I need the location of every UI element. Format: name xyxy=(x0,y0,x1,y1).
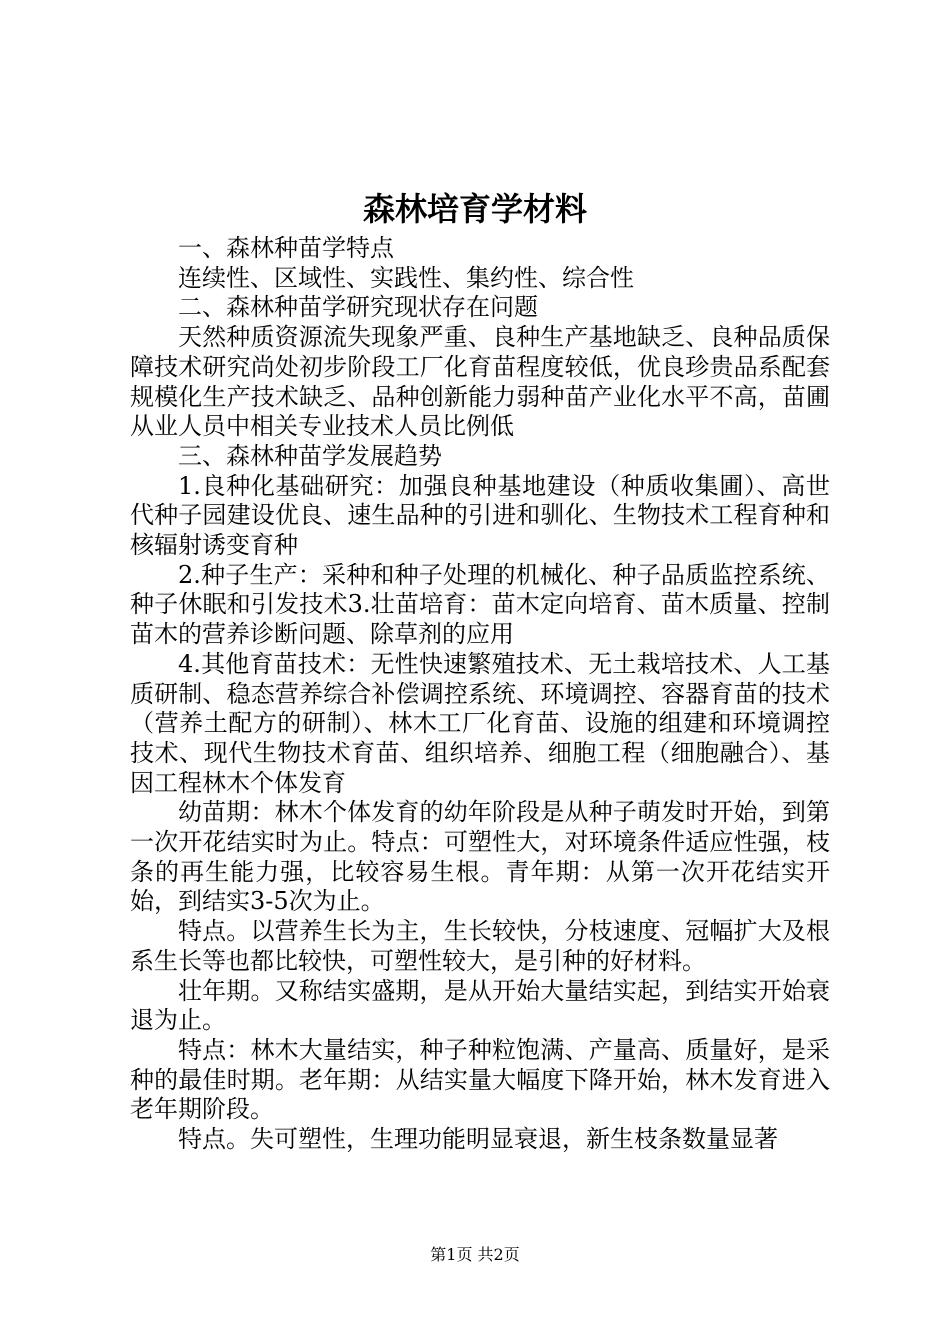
page-footer: 第1页 共2页 xyxy=(430,1245,520,1264)
paragraph: 一、森林种苗学特点 xyxy=(178,234,394,262)
paragraph: 壮年期。又称结实盛期，是从开始大量结实起，到结实开始衰退为止。 xyxy=(130,976,830,1035)
paragraph: 1.良种化基础研究：加强良种基地建设（种质收集圃）、高世代种子园建设优良、速生品种的引进和驯化、生物技术工程育种和核辐射诱变育种 xyxy=(130,471,830,560)
paragraph: 二、森林种苗学研究现状存在问题 xyxy=(178,293,538,322)
document-title: 森林培育学材料 xyxy=(362,190,587,228)
paragraph: 天然种质资源流失现象严重、良种生产基地缺乏、良种品质保障技术研究尚处初步阶段工厂化育苗程度较低，优良珍贵品系配套规模化生产技术缺乏、品种创新能力弱种苗产业化水平不高，苗圃从业人员中相关专业技术人员比例低 xyxy=(130,323,830,441)
paragraph: 2.种子生产：采种和种子处理的机械化、种子品质监控系统、种子休眠和引发技术3.壮苗培育：苗木定向培育、苗木质量、控制苗木的营养诊断问题、除草剂的应用 xyxy=(130,560,830,649)
document-body xyxy=(130,234,830,1155)
paragraph: 4.其他育苗技术：无性快速繁殖技术、无土栽培技术、人工基质研制、稳态营养综合补偿调控系统、环境调控、容器育苗的技术（营养土配方的研制）、林木工厂化育苗、设施的组建和环境调控技术、现代生物技术育苗、组织培养、细胞工程（细胞融合）、基因工程林木个体发育 xyxy=(130,649,830,797)
paragraph: 特点。失可塑性，生理功能明显衰退，新生枝条数量显著 xyxy=(178,1125,778,1154)
paragraph: 幼苗期：林木个体发育的幼年阶段是从种子萌发时开始，到第一次开花结实时为止。特点：可塑性大，对环境条件适应性强，枝条的再生能力强，比较容易生根。青年期：从第一次开花结实开始，到结实3-5次为止。 xyxy=(130,798,830,916)
paragraph: 三、森林种苗学发展趋势 xyxy=(178,441,442,470)
paragraph: 连续性、区域性、实践性、集约性、综合性 xyxy=(178,263,634,292)
paragraph: 特点：林木大量结实，种子种粒饱满、产量高、质量好，是采种的最佳时期。老年期：从结实量大幅度下降开始，林木发育进入老年期阶段。 xyxy=(130,1035,830,1124)
paragraph: 特点。以营养生长为主，生长较快，分枝速度、冠幅扩大及根系生长等也都比较快，可塑性较大，是引种的好材料。 xyxy=(130,917,830,975)
